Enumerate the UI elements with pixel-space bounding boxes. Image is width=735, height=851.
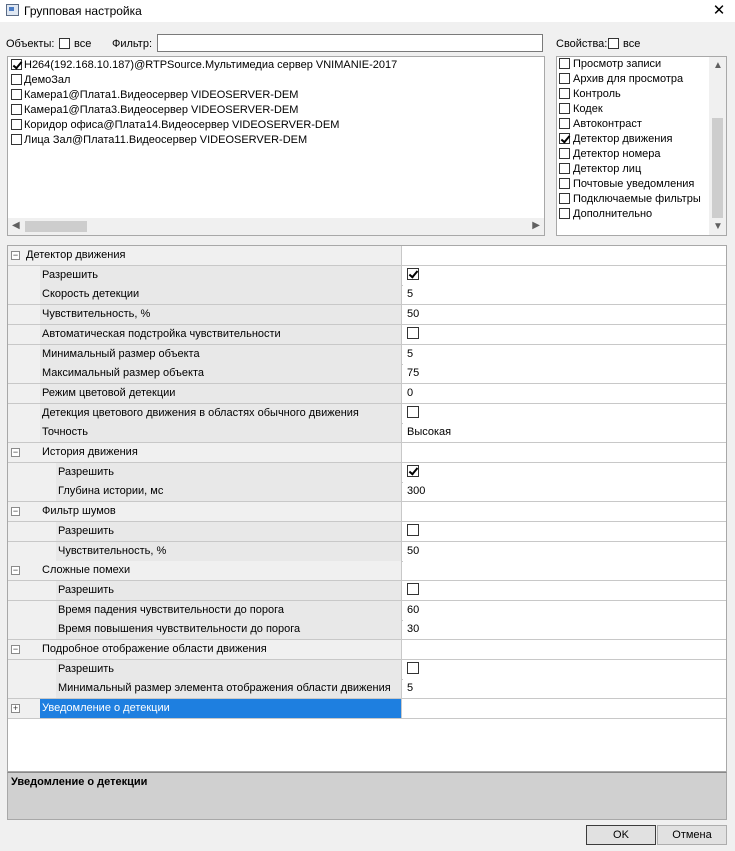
window-title: Групповая настройка	[24, 4, 142, 18]
grid-property-row[interactable]	[8, 285, 726, 305]
object-list-item[interactable]	[8, 133, 544, 148]
object-label: ДемоЗал	[24, 74, 71, 86]
collapse-icon[interactable]: −	[12, 644, 19, 654]
property-checkbox[interactable]	[559, 163, 570, 174]
scrollbar-thumb[interactable]	[712, 118, 723, 218]
objects-all-label: все	[74, 38, 92, 50]
property-label: Детектор номера	[573, 148, 661, 160]
collapse-icon[interactable]: −	[12, 250, 19, 260]
grid-indent	[8, 364, 40, 383]
objects-all-checkbox[interactable]	[59, 38, 70, 49]
grid-value-cell[interactable]	[403, 384, 726, 403]
grid-property-row[interactable]	[8, 601, 726, 621]
grid-indent	[8, 266, 40, 285]
grid-name-cell[interactable]: История движения	[8, 443, 402, 462]
property-checkbox[interactable]	[559, 133, 570, 144]
scroll-up-icon[interactable]: ▲	[713, 60, 723, 71]
grid-value-cell[interactable]	[403, 502, 726, 521]
grid-name-cell[interactable]: Фильтр шумов	[8, 502, 402, 521]
grid-value-cell[interactable]	[403, 443, 726, 462]
collapse-icon[interactable]: −	[12, 565, 19, 575]
grid-value-cell[interactable]	[403, 266, 726, 285]
ok-button[interactable]: OK	[586, 825, 656, 845]
grid-value-cell[interactable]	[403, 660, 726, 679]
value-checkbox[interactable]	[407, 465, 419, 477]
property-checkbox[interactable]	[559, 103, 570, 114]
grid-property-row[interactable]	[8, 404, 726, 424]
cancel-button[interactable]: Отмена	[657, 825, 727, 845]
grid-name-cell[interactable]: Чувствительность, %	[8, 305, 402, 324]
object-checkbox[interactable]	[11, 104, 22, 115]
grid-value-text: 30	[407, 623, 420, 635]
grid-value-cell[interactable]	[403, 345, 726, 364]
grid-value-text: 50	[407, 308, 420, 320]
object-label: Коридор офиса@Плата14.Видеосервер VIDEOSERVER-DEM	[24, 119, 340, 131]
property-checkbox[interactable]	[559, 118, 570, 129]
properties-vertical-scrollbar[interactable]	[709, 57, 726, 235]
grid-value-cell[interactable]	[403, 325, 726, 344]
property-label: Детектор лиц	[573, 163, 642, 175]
grid-property-row[interactable]	[8, 305, 726, 325]
grid-value-cell[interactable]	[403, 522, 726, 541]
property-grid	[7, 245, 727, 772]
property-checkbox[interactable]	[559, 88, 570, 99]
grid-property-row[interactable]	[8, 679, 726, 699]
grid-property-row[interactable]	[8, 364, 726, 384]
property-list-item[interactable]	[557, 177, 726, 192]
value-checkbox[interactable]	[407, 662, 419, 674]
description-title: Уведомление о детекции	[11, 776, 148, 788]
grid-value-cell[interactable]	[403, 305, 726, 324]
grid-name-cell[interactable]: Разрешить	[8, 522, 402, 541]
grid-indent	[8, 463, 56, 482]
grid-indent	[8, 325, 40, 344]
object-checkbox[interactable]	[11, 89, 22, 100]
grid-name-cell[interactable]: Время падения чувствительности до порога	[8, 601, 402, 620]
grid-property-row[interactable]	[8, 463, 726, 483]
objects-horizontal-scrollbar[interactable]	[8, 218, 544, 235]
properties-label: Свойства:	[556, 38, 608, 50]
property-list-item[interactable]	[557, 87, 726, 102]
grid-indent	[8, 660, 56, 679]
grid-property-row[interactable]	[8, 581, 726, 601]
value-checkbox[interactable]	[407, 406, 419, 418]
grid-property-row[interactable]	[8, 345, 726, 365]
grid-category-row[interactable]	[8, 640, 726, 660]
grid-category-row[interactable]	[8, 502, 726, 522]
property-checkbox[interactable]	[559, 178, 570, 189]
property-checkbox[interactable]	[559, 208, 570, 219]
object-list-item[interactable]	[8, 88, 544, 103]
properties-all-label: все	[623, 38, 641, 50]
property-label: Детектор движения	[573, 133, 673, 145]
grid-value-text: 300	[407, 485, 426, 497]
title-bar	[0, 0, 735, 22]
property-list-item[interactable]	[557, 192, 726, 207]
property-label: Дополнительно	[573, 208, 653, 220]
property-list-item[interactable]	[557, 162, 726, 177]
grid-name-cell[interactable]: Разрешить	[8, 660, 402, 679]
scroll-left-icon[interactable]: ◀	[12, 220, 20, 231]
grid-indent	[8, 542, 56, 561]
grid-property-row[interactable]	[8, 266, 726, 286]
object-checkbox[interactable]	[11, 119, 22, 130]
grid-name-cell[interactable]: Разрешить	[8, 463, 402, 482]
grid-name-cell[interactable]: Автоматическая подстройка чувствительности	[8, 325, 402, 344]
grid-value-text: 75	[407, 367, 420, 379]
filter-label: Фильтр:	[112, 38, 153, 50]
objects-list[interactable]	[7, 56, 545, 236]
grid-name-cell[interactable]: Максимальный размер объекта	[8, 364, 402, 383]
property-list-item[interactable]	[557, 207, 726, 222]
grid-indent	[8, 305, 40, 324]
grid-property-row[interactable]	[8, 542, 726, 562]
object-label: Камера1@Плата3.Видеосервер VIDEOSERVER-DEM	[24, 104, 299, 116]
grid-indent	[8, 423, 40, 442]
grid-value-cell[interactable]	[403, 285, 726, 304]
object-list-item[interactable]	[8, 103, 544, 118]
scroll-right-icon[interactable]: ▶	[532, 220, 540, 231]
grid-property-row[interactable]	[8, 522, 726, 542]
grid-property-row[interactable]	[8, 482, 726, 502]
grid-value-text: 0	[407, 387, 414, 399]
grid-indent	[8, 601, 56, 620]
grid-name-cell[interactable]: Время повышения чувствительности до порога	[8, 620, 402, 639]
collapse-icon[interactable]: −	[12, 506, 19, 516]
grid-category-row[interactable]	[8, 699, 726, 719]
property-list-item[interactable]	[557, 132, 726, 147]
value-checkbox[interactable]	[407, 268, 419, 280]
grid-name-cell[interactable]: Сложные помехи	[8, 561, 402, 580]
property-label: Подключаемые фильтры	[573, 193, 701, 205]
object-list-item[interactable]	[8, 73, 544, 88]
property-list-item[interactable]	[557, 57, 726, 72]
value-checkbox[interactable]	[407, 327, 419, 339]
value-checkbox[interactable]	[407, 583, 419, 595]
grid-value-text: 5	[407, 682, 414, 694]
grid-value-cell[interactable]	[403, 620, 726, 639]
grid-value-cell[interactable]	[403, 542, 726, 561]
grid-category-row[interactable]	[8, 443, 726, 463]
grid-value-cell[interactable]	[403, 423, 726, 442]
property-list-item[interactable]	[557, 117, 726, 132]
grid-value-cell[interactable]	[403, 561, 726, 580]
grid-value-cell[interactable]	[403, 640, 726, 659]
close-icon[interactable]: ✕	[712, 2, 726, 19]
grid-name-cell[interactable]: Точность	[8, 423, 402, 442]
grid-name-cell[interactable]: Детекция цветового движения в областях обычного движения	[8, 404, 402, 423]
grid-indent	[8, 620, 56, 639]
expand-icon[interactable]: +	[12, 703, 19, 713]
property-label: Просмотр записи	[573, 58, 662, 70]
objects-label: Объекты:	[6, 38, 55, 50]
grid-value-text: Высокая	[407, 426, 452, 438]
app-window-icon	[6, 4, 19, 16]
grid-value-cell[interactable]	[403, 581, 726, 600]
grid-value-text: 50	[407, 545, 420, 557]
grid-name-cell[interactable]: Скорость детекции	[8, 285, 402, 304]
grid-category-row[interactable]	[8, 561, 726, 581]
grid-name-cell[interactable]: Детектор движения	[8, 246, 402, 265]
filter-input[interactable]	[157, 34, 543, 52]
property-checkbox[interactable]	[559, 193, 570, 204]
grid-indent	[8, 345, 40, 364]
scrollbar-thumb[interactable]	[25, 221, 87, 232]
scroll-down-icon[interactable]: ▼	[713, 221, 723, 232]
property-label: Архив для просмотра	[573, 73, 684, 85]
property-label: Автоконтраст	[573, 118, 642, 130]
grid-name-cell[interactable]: Подробное отображение области движения	[8, 640, 402, 659]
object-label: Камера1@Плата1.Видеосервер VIDEOSERVER-DEM	[24, 89, 299, 101]
grid-name-cell[interactable]: Глубина истории, мс	[8, 482, 402, 501]
object-checkbox[interactable]	[11, 59, 22, 70]
grid-indent	[8, 522, 56, 541]
object-list-item[interactable]	[8, 118, 544, 133]
grid-indent	[8, 581, 56, 600]
properties-list[interactable]	[556, 56, 727, 236]
grid-indent	[8, 404, 40, 423]
value-checkbox[interactable]	[407, 524, 419, 536]
property-checkbox[interactable]	[559, 148, 570, 159]
grid-indent	[8, 482, 56, 501]
grid-property-row[interactable]	[8, 384, 726, 404]
grid-name-cell[interactable]: Чувствительность, %	[8, 542, 402, 561]
description-panel	[7, 772, 727, 820]
property-label: Почтовые уведомления	[573, 178, 695, 190]
property-list-item[interactable]	[557, 147, 726, 162]
grid-value-cell[interactable]	[403, 601, 726, 620]
grid-property-row[interactable]	[8, 423, 726, 443]
grid-value-text: 5	[407, 348, 414, 360]
object-list-item[interactable]	[8, 58, 544, 73]
object-checkbox[interactable]	[11, 134, 22, 145]
grid-value-text: 5	[407, 288, 414, 300]
grid-name-cell[interactable]: Разрешить	[8, 266, 402, 285]
object-checkbox[interactable]	[11, 74, 22, 85]
grid-value-cell[interactable]	[403, 463, 726, 482]
object-label: H264(192.168.10.187)@RTPSource.Мультимедиа сервер VNIMANIE-2017	[24, 59, 398, 71]
property-checkbox[interactable]	[559, 58, 570, 69]
grid-name-cell[interactable]: Разрешить	[8, 581, 402, 600]
property-list-item[interactable]	[557, 72, 726, 87]
grid-property-row[interactable]	[8, 620, 726, 640]
grid-value-cell[interactable]	[403, 364, 726, 383]
grid-value-cell[interactable]	[403, 404, 726, 423]
object-label: Лица Зал@Плата11.Видеосервер VIDEOSERVER-DEM	[24, 134, 308, 146]
property-list-item[interactable]	[557, 102, 726, 117]
grid-indent	[8, 679, 56, 698]
grid-name-cell[interactable]: Уведомление о детекции	[8, 699, 402, 718]
property-label: Контроль	[573, 88, 621, 100]
grid-category-row[interactable]	[8, 246, 726, 266]
grid-property-row[interactable]	[8, 660, 726, 680]
grid-indent	[8, 285, 40, 304]
grid-value-cell[interactable]	[403, 679, 726, 698]
grid-value-text: 60	[407, 604, 420, 616]
properties-all-checkbox[interactable]	[608, 38, 619, 49]
grid-name-cell[interactable]: Минимальный размер объекта	[8, 345, 402, 364]
grid-indent	[8, 384, 40, 403]
collapse-icon[interactable]: −	[12, 447, 19, 457]
grid-property-row[interactable]	[8, 325, 726, 345]
property-checkbox[interactable]	[559, 73, 570, 84]
grid-value-cell[interactable]	[403, 482, 726, 501]
grid-value-cell[interactable]	[403, 246, 726, 265]
property-label: Кодек	[573, 103, 603, 115]
grid-name-cell[interactable]: Минимальный размер элемента отображения области движения	[8, 679, 402, 698]
grid-value-cell[interactable]	[403, 699, 726, 718]
grid-name-cell[interactable]: Режим цветовой детекции	[8, 384, 402, 403]
